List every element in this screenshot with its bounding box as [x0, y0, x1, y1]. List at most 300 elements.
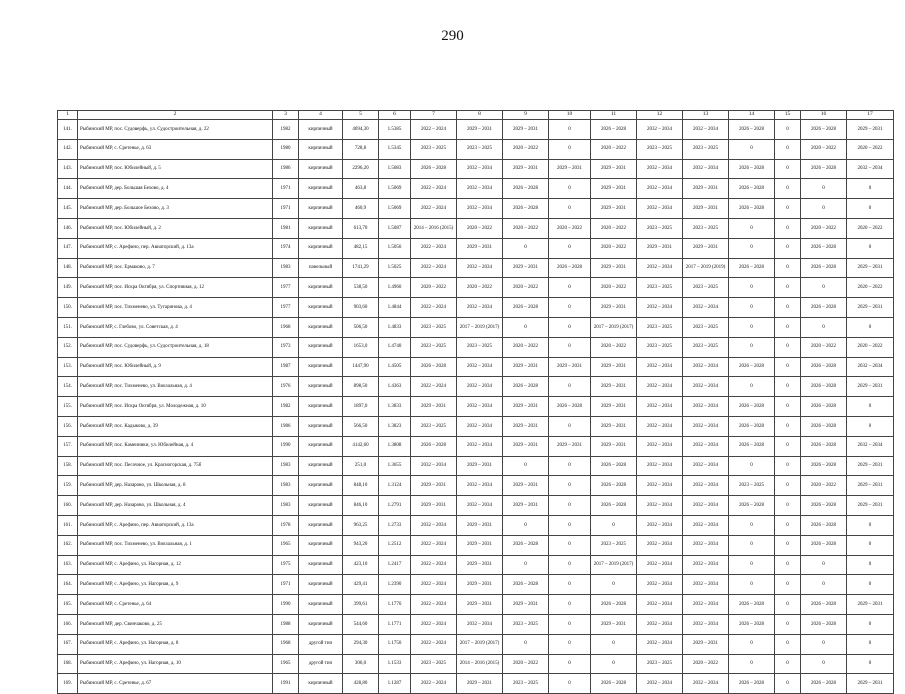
table-cell: 2017 – 2019 (2019) — [683, 258, 729, 278]
table-cell: 0 — [801, 634, 847, 654]
table-cell: 1983 — [273, 496, 299, 516]
table-cell: 2023 – 2025 — [683, 337, 729, 357]
address-cell: Рыбинский МР, дер. Назарово, ул. Школьная, д. 4 — [78, 496, 273, 516]
table-cell: 0 — [503, 238, 549, 258]
address-cell: Рыбинский МР, пос. Тихменево, ул. Вокзальная, д. 1 — [78, 535, 273, 555]
table-cell: 166. — [58, 614, 78, 634]
table-cell: 2026 – 2028 — [729, 120, 775, 140]
table-cell: 2017 – 2019 (2017) — [591, 317, 637, 337]
table-cell: 1974 — [273, 238, 299, 258]
table-cell: 2296,20 — [343, 159, 379, 179]
table-cell: 506,50 — [343, 317, 379, 337]
table-cell: 0 — [775, 258, 801, 278]
table-cell: 1.1287 — [379, 674, 411, 694]
table-cell: 2032 – 2034 — [637, 674, 683, 694]
table-cell: 2020 – 2022 — [847, 337, 894, 357]
table-cell: 2026 – 2028 — [729, 397, 775, 417]
table-cell: 0 — [775, 654, 801, 674]
table-cell: 463,8 — [343, 179, 379, 199]
table-cell: 2014 – 2016 (2015) — [457, 654, 503, 674]
table-cell: кирпичный — [299, 416, 343, 436]
table-cell: 1.3655 — [379, 456, 411, 476]
address-cell: Рыбинский МР, пос. Кадыково, д. 39 — [78, 416, 273, 436]
table-cell: 2026 – 2028 — [801, 496, 847, 516]
table-cell: 2026 – 2028 — [729, 614, 775, 634]
table-cell: 0 — [729, 654, 775, 674]
table-cell: 2020 – 2022 — [801, 337, 847, 357]
table-cell: 0 — [775, 159, 801, 179]
table-cell: 294,30 — [343, 634, 379, 654]
table-cell: 2032 – 2034 — [637, 397, 683, 417]
table-cell: 0 — [775, 436, 801, 456]
table-cell: 0 — [729, 139, 775, 159]
address-cell: Рыбинский МР, с. Сретенье, д. 67 — [78, 674, 273, 694]
table-cell: 2029 – 2031 — [503, 120, 549, 140]
table-cell: 2032 – 2034 — [683, 575, 729, 595]
table-cell: 161. — [58, 515, 78, 535]
table-cell: 2032 – 2034 — [683, 476, 729, 496]
table-cell: 0 — [847, 654, 894, 674]
table-cell: 0 — [847, 397, 894, 417]
table-cell: 2020 – 2022 — [591, 139, 637, 159]
table-cell: 2032 – 2034 — [847, 436, 894, 456]
table-cell: 2023 – 2025 — [683, 317, 729, 337]
table-row — [58, 120, 894, 140]
table-cell: 2032 – 2034 — [637, 555, 683, 575]
column-number-header: 4 — [299, 111, 343, 120]
address-cell: Рыбинский МР, с. Сретенье, д. 64 — [78, 595, 273, 615]
table-cell: 0 — [775, 416, 801, 436]
table-cell: 2026 – 2028 — [729, 595, 775, 615]
table-row — [58, 377, 894, 397]
table-cell: кирпичный — [299, 496, 343, 516]
table-cell: 2032 – 2034 — [683, 496, 729, 516]
table-cell: 2026 – 2028 — [801, 238, 847, 258]
table-cell: кирпичный — [299, 218, 343, 238]
table-cell: 2029 – 2031 — [503, 357, 549, 377]
table-cell: 1991 — [273, 674, 299, 694]
table-row — [58, 317, 894, 337]
address-cell: Рыбинский МР, с. Глебово, ул. Советская, д. 4 — [78, 317, 273, 337]
table-cell: 2026 – 2028 — [801, 258, 847, 278]
table-cell: 2032 – 2034 — [637, 416, 683, 436]
table-cell: 2026 – 2028 — [801, 436, 847, 456]
table-cell: 2032 – 2034 — [683, 555, 729, 575]
table-row — [58, 416, 894, 436]
table-cell: 0 — [729, 317, 775, 337]
table-cell: 0 — [549, 298, 591, 318]
table-cell: 0 — [847, 614, 894, 634]
table-cell: панельный — [299, 258, 343, 278]
table-cell: 0 — [775, 357, 801, 377]
table-cell: 0 — [549, 377, 591, 397]
table-cell: 2032 – 2034 — [637, 456, 683, 476]
table-cell: 0 — [775, 238, 801, 258]
housing-register-table — [57, 110, 894, 694]
table-cell: 0 — [847, 238, 894, 258]
table-cell: 0 — [729, 377, 775, 397]
table-cell: 2029 – 2031 — [591, 397, 637, 417]
table-cell: 0 — [775, 634, 801, 654]
address-cell: Рыбинский МР, с. Сретенье, д. 63 — [78, 139, 273, 159]
table-cell: 1.1533 — [379, 654, 411, 674]
table-cell: 1981 — [273, 218, 299, 238]
table-cell: 2032 – 2034 — [457, 199, 503, 219]
table-cell: 2023 – 2025 — [683, 218, 729, 238]
table-cell: кирпичный — [299, 674, 343, 694]
table-cell: 2026 – 2028 — [801, 535, 847, 555]
table-cell: 2032 – 2034 — [457, 436, 503, 456]
table-cell: 2023 – 2025 — [637, 218, 683, 238]
table-cell: 2026 – 2028 — [801, 397, 847, 417]
table-cell: 1975 — [273, 555, 299, 575]
table-cell: 2032 – 2034 — [637, 634, 683, 654]
table-cell: 2026 – 2028 — [729, 357, 775, 377]
table-cell: 1987 — [273, 357, 299, 377]
table-cell: 0 — [775, 278, 801, 298]
table-cell: 2032 – 2034 — [457, 357, 503, 377]
table-cell: 2029 – 2031 — [411, 496, 457, 516]
table-cell: 0 — [549, 199, 591, 219]
table-cell: 1.5385 — [379, 120, 411, 140]
table-cell: 2032 – 2034 — [457, 416, 503, 436]
table-cell: 2032 – 2034 — [683, 614, 729, 634]
table-cell: 1980 — [273, 139, 299, 159]
table-cell: кирпичный — [299, 614, 343, 634]
table-cell: 2032 – 2034 — [457, 298, 503, 318]
table-cell: 1986 — [273, 416, 299, 436]
column-number-header: 17 — [847, 111, 894, 120]
table-cell: 153. — [58, 357, 78, 377]
table-cell: 0 — [775, 575, 801, 595]
table-cell: 2026 – 2028 — [801, 159, 847, 179]
table-cell: 538,50 — [343, 278, 379, 298]
table-cell: 1.5056 — [379, 238, 411, 258]
table-cell: 2029 – 2031 — [683, 238, 729, 258]
table-cell: 2029 – 2031 — [591, 258, 637, 278]
table-cell: 0 — [847, 575, 894, 595]
table-cell: 0 — [775, 337, 801, 357]
table-cell: 0 — [591, 654, 637, 674]
table-cell: 2020 – 2022 — [847, 278, 894, 298]
table-cell: 2032 – 2034 — [457, 377, 503, 397]
table-cell: 2026 – 2028 — [729, 179, 775, 199]
table-cell: 149. — [58, 278, 78, 298]
table-cell: 2032 – 2034 — [683, 436, 729, 456]
table-cell: 2020 – 2022 — [591, 238, 637, 258]
column-number-header: 15 — [775, 111, 801, 120]
table-cell: 2026 – 2028 — [801, 614, 847, 634]
table-row — [58, 298, 894, 318]
column-number-header: 5 — [343, 111, 379, 120]
table-cell: 0 — [775, 139, 801, 159]
table-cell: 848,10 — [343, 476, 379, 496]
table-cell: 0 — [503, 555, 549, 575]
table-cell: 1741,29 — [343, 258, 379, 278]
table-cell: 2029 – 2031 — [503, 397, 549, 417]
table-cell: 2020 – 2022 — [503, 218, 549, 238]
table-cell: 1990 — [273, 436, 299, 456]
table-cell: 2026 – 2028 — [729, 258, 775, 278]
table-cell: 1.2791 — [379, 496, 411, 516]
table-cell: 2023 – 2025 — [457, 337, 503, 357]
table-row — [58, 456, 894, 476]
table-cell: 0 — [549, 575, 591, 595]
table-cell: 2032 – 2034 — [637, 120, 683, 140]
table-cell: 0 — [549, 278, 591, 298]
table-cell: 2032 – 2034 — [637, 496, 683, 516]
table-cell: 1.4833 — [379, 317, 411, 337]
table-cell: 1897,0 — [343, 397, 379, 417]
table-row — [58, 634, 894, 654]
table-cell: 2022 – 2024 — [411, 199, 457, 219]
table-cell: кирпичный — [299, 120, 343, 140]
table-cell: 2022 – 2024 — [411, 614, 457, 634]
column-number-header: 10 — [549, 111, 591, 120]
address-cell: Рыбинский МР, с. Арефино, ул. Нагорная, д. 9 — [78, 575, 273, 595]
table-row — [58, 258, 894, 278]
table-cell: 4694,30 — [343, 120, 379, 140]
table-cell: 2026 – 2028 — [503, 575, 549, 595]
column-number-header: 3 — [273, 111, 299, 120]
table-cell: 0 — [847, 515, 894, 535]
table-cell: 1982 — [273, 120, 299, 140]
table-cell: 1.4844 — [379, 298, 411, 318]
table-cell: 2022 – 2024 — [411, 634, 457, 654]
table-row — [58, 575, 894, 595]
table-cell: 2022 – 2024 — [411, 377, 457, 397]
table-cell: 1971 — [273, 575, 299, 595]
table-cell: 0 — [729, 298, 775, 318]
table-cell: 1977 — [273, 278, 299, 298]
table-cell: 1.3833 — [379, 397, 411, 417]
table-cell: 846,10 — [343, 496, 379, 516]
table-cell: 2029 – 2031 — [637, 238, 683, 258]
table-cell: 1971 — [273, 179, 299, 199]
table-cell: кирпичный — [299, 535, 343, 555]
table-cell: 141. — [58, 120, 78, 140]
table-cell: 0 — [775, 614, 801, 634]
table-row — [58, 397, 894, 417]
table-cell: 1.3124 — [379, 476, 411, 496]
table-cell: 0 — [549, 337, 591, 357]
table-cell: 2026 – 2028 — [801, 298, 847, 318]
table-cell: кирпичный — [299, 179, 343, 199]
table-cell: 146. — [58, 218, 78, 238]
table-cell: 2032 – 2034 — [683, 397, 729, 417]
table-cell: 1.4740 — [379, 337, 411, 357]
table-cell: 2026 – 2028 — [591, 120, 637, 140]
address-cell: Рыбинский МР, пос. Юбилейный, д. 5 — [78, 159, 273, 179]
table-cell: 0 — [801, 317, 847, 337]
table-cell: 2026 – 2028 — [591, 595, 637, 615]
table-row — [58, 496, 894, 516]
table-cell: 2017 – 2019 (2017) — [457, 317, 503, 337]
table-cell: кирпичный — [299, 357, 343, 377]
table-cell: 2029 – 2031 — [503, 159, 549, 179]
table-cell: 2029 – 2031 — [591, 436, 637, 456]
table-row — [58, 654, 894, 674]
table-cell: 0 — [729, 278, 775, 298]
table-cell: 2029 – 2031 — [591, 298, 637, 318]
table-cell: 0 — [729, 218, 775, 238]
table-cell: 2032 – 2034 — [637, 595, 683, 615]
table-cell: 2023 – 2025 — [503, 674, 549, 694]
table-cell: 1965 — [273, 535, 299, 555]
address-cell: Рыбинский МР, пос. Судоверфь, ул. Судостроительная, д. 18 — [78, 337, 273, 357]
table-cell: 2032 – 2034 — [457, 397, 503, 417]
table-cell: 2023 – 2025 — [457, 139, 503, 159]
table-cell: кирпичный — [299, 159, 343, 179]
table-cell: 2023 – 2025 — [683, 278, 729, 298]
column-number-header: 1 — [58, 111, 78, 120]
table-cell: 1447,90 — [343, 357, 379, 377]
table-cell: 2023 – 2025 — [503, 614, 549, 634]
table-cell: 0 — [549, 317, 591, 337]
table-cell: 0 — [549, 555, 591, 575]
table-cell: другой тип — [299, 634, 343, 654]
table-cell: 2026 – 2028 — [503, 298, 549, 318]
table-row — [58, 337, 894, 357]
table-cell: 2029 – 2031 — [457, 515, 503, 535]
table-cell: 2022 – 2024 — [411, 258, 457, 278]
table-cell: 1.5345 — [379, 139, 411, 159]
table-cell: 2032 – 2034 — [457, 496, 503, 516]
table-cell: 0 — [801, 179, 847, 199]
table-cell: 2032 – 2034 — [411, 515, 457, 535]
table-cell: 2029 – 2031 — [457, 120, 503, 140]
table-cell: 2032 – 2034 — [637, 159, 683, 179]
table-cell: 1977 — [273, 298, 299, 318]
table-cell: 2023 – 2025 — [637, 278, 683, 298]
table-cell: 2032 – 2034 — [637, 298, 683, 318]
table-cell: 0 — [775, 218, 801, 238]
table-cell: 164. — [58, 575, 78, 595]
table-cell: 0 — [549, 139, 591, 159]
table-cell: 2029 – 2031 — [847, 298, 894, 318]
table-cell: 2032 – 2034 — [637, 614, 683, 634]
table-cell: 165. — [58, 595, 78, 615]
address-cell: Рыбинский МР, пос. Песочное, ул. Красногорская, д. 75б — [78, 456, 273, 476]
table-cell: 2029 – 2031 — [457, 238, 503, 258]
table-cell: 0 — [549, 674, 591, 694]
column-number-header: 8 — [457, 111, 503, 120]
table-cell: 2026 – 2028 — [729, 496, 775, 516]
table-cell: 1653,0 — [343, 337, 379, 357]
table-cell: 2032 – 2034 — [457, 179, 503, 199]
table-cell: 0 — [729, 634, 775, 654]
table-cell: 0 — [801, 278, 847, 298]
table-cell: 2026 – 2028 — [411, 159, 457, 179]
column-number-header: 9 — [503, 111, 549, 120]
table-cell: 2029 – 2031 — [591, 199, 637, 219]
table-cell: кирпичный — [299, 595, 343, 615]
table-cell: 167. — [58, 634, 78, 654]
table-cell: кирпичный — [299, 139, 343, 159]
table-cell: 2029 – 2031 — [591, 416, 637, 436]
table-cell: 0 — [847, 317, 894, 337]
table-cell: 1.4960 — [379, 278, 411, 298]
address-cell: Рыбинский МР, дер. Большое Бехово, д. 3 — [78, 199, 273, 219]
table-cell: 154. — [58, 377, 78, 397]
table-row — [58, 278, 894, 298]
table-cell: 0 — [847, 179, 894, 199]
table-cell: 2022 – 2024 — [411, 179, 457, 199]
table-cell: 2029 – 2031 — [457, 595, 503, 615]
table-cell: 2029 – 2031 — [457, 555, 503, 575]
table-cell: 2029 – 2031 — [683, 179, 729, 199]
table-cell: 163. — [58, 555, 78, 575]
table-cell: 0 — [775, 515, 801, 535]
table-cell: 2020 – 2022 — [457, 218, 503, 238]
table-cell: 157. — [58, 436, 78, 456]
table-cell: 1.5069 — [379, 179, 411, 199]
table-cell: 156. — [58, 416, 78, 436]
table-cell: 0 — [549, 614, 591, 634]
address-cell: Рыбинский МР, пос. Искра Октября, ул. Спортивная, д. 12 — [78, 278, 273, 298]
table-cell: 0 — [847, 535, 894, 555]
table-cell: 2026 – 2028 — [801, 595, 847, 615]
table-cell: 0 — [729, 555, 775, 575]
table-cell: 158. — [58, 456, 78, 476]
table-cell: 2026 – 2028 — [411, 357, 457, 377]
address-cell: Рыбинский МР, с. Арефино, ул. Нагорная, д. 8 — [78, 634, 273, 654]
table-cell: 0 — [775, 456, 801, 476]
table-row — [58, 159, 894, 179]
table-cell: 2026 – 2028 — [591, 476, 637, 496]
table-cell: 2022 – 2024 — [411, 595, 457, 615]
table-cell: 2032 – 2034 — [847, 159, 894, 179]
table-cell: 0 — [549, 120, 591, 140]
table-cell: 0 — [503, 317, 549, 337]
table-cell: 2020 – 2022 — [801, 476, 847, 496]
address-cell: Рыбинский МР, пос. Ермаково, д. 7 — [78, 258, 273, 278]
table-cell: 1.2512 — [379, 535, 411, 555]
column-number-header: 6 — [379, 111, 411, 120]
address-cell: Рыбинский МР, пос. Тихменево, ул. Тугаринова, д. 4 — [78, 298, 273, 318]
table-body — [58, 120, 894, 694]
table-cell: 2029 – 2031 — [457, 674, 503, 694]
table-cell: 2032 – 2034 — [457, 258, 503, 278]
table-cell: 2032 – 2034 — [637, 515, 683, 535]
table-cell: 2023 – 2025 — [411, 317, 457, 337]
table-cell: 0 — [549, 456, 591, 476]
table-cell: 2029 – 2031 — [503, 436, 549, 456]
table-cell: 306,0 — [343, 654, 379, 674]
table-cell: 1986 — [273, 159, 299, 179]
table-cell: 2023 – 2025 — [411, 416, 457, 436]
table-cell: кирпичный — [299, 515, 343, 535]
table-cell: 2029 – 2031 — [503, 258, 549, 278]
table-cell: 1968 — [273, 634, 299, 654]
table-cell: 2032 – 2034 — [637, 179, 683, 199]
table-cell: 2026 – 2028 — [591, 674, 637, 694]
table-cell: 0 — [591, 515, 637, 535]
table-cell: 0 — [775, 476, 801, 496]
table-cell: 0 — [775, 199, 801, 219]
table-row — [58, 595, 894, 615]
table-cell: кирпичный — [299, 436, 343, 456]
table-cell: 0 — [775, 120, 801, 140]
table-cell: 0 — [729, 337, 775, 357]
table-cell: 0 — [775, 555, 801, 575]
table-cell: 0 — [775, 317, 801, 337]
table-cell: 2017 – 2019 (2017) — [457, 634, 503, 654]
table-cell: 423,10 — [343, 555, 379, 575]
table-cell: 2029 – 2031 — [847, 120, 894, 140]
table-cell: 0 — [549, 416, 591, 436]
table-cell: 963,25 — [343, 515, 379, 535]
